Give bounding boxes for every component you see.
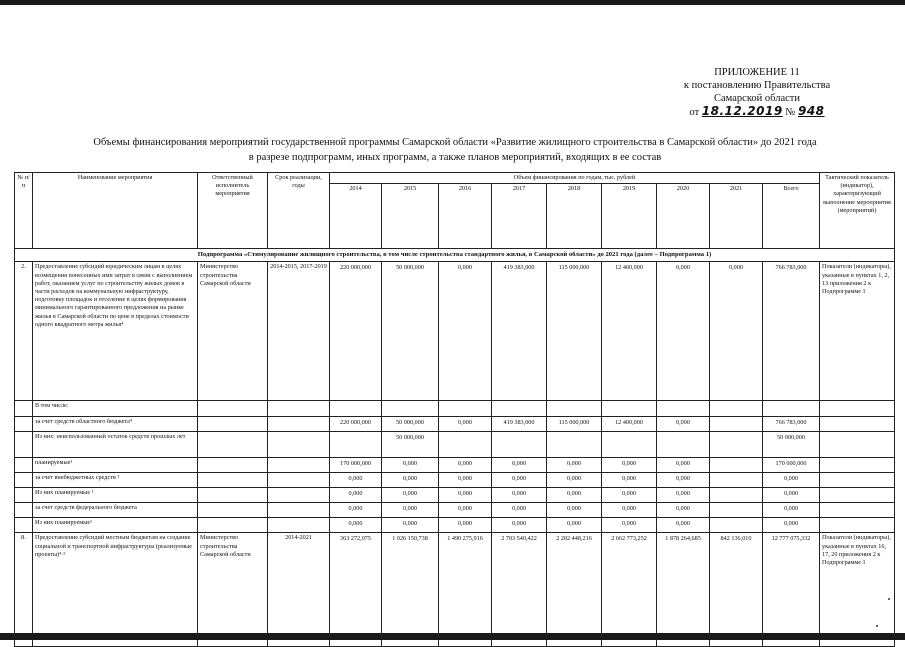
table-row: [15, 503, 895, 518]
year-2019: 2019: [602, 184, 657, 249]
header-row: [15, 173, 895, 184]
subprogram-row: [15, 249, 895, 262]
header-volume: Объем финансирования по годам, тыс. рублей: [330, 173, 820, 184]
value-cell: [710, 432, 763, 458]
value-cell: 0,000: [492, 473, 547, 488]
value-cell: 0,000: [330, 503, 382, 518]
value-cell: 50 000,000: [382, 432, 439, 458]
value-cell: 0,000: [602, 518, 657, 533]
value-cell: 0,000: [439, 503, 492, 518]
year-2020: 2020: [657, 184, 710, 249]
table-row: [15, 458, 895, 473]
value-cell: 0,000: [657, 503, 710, 518]
value-cell: 0,000: [382, 503, 439, 518]
header-period: Срок реализации, годы: [268, 173, 330, 249]
value-cell: 0,000: [763, 473, 820, 488]
breakdown-label: за счет внебюджетных средств ²: [33, 473, 198, 488]
value-cell: 0,000: [382, 458, 439, 473]
appendix-title: ПРИЛОЖЕНИЕ 11: [714, 67, 800, 78]
table-row: [15, 533, 895, 647]
row-num: 8.: [15, 533, 33, 647]
value-cell: 0,000: [763, 503, 820, 518]
table-row: [15, 262, 895, 401]
breakdown-label: Из них: неиспользованный остаток средств прошлых лет: [33, 432, 198, 458]
value-cell: 0,000: [492, 458, 547, 473]
value-cell: 0,000: [439, 417, 492, 432]
row-responsible: Министерство строительства Самарской области: [198, 262, 268, 401]
value-cell: 0,000: [547, 503, 602, 518]
year-2015: 2015: [382, 184, 439, 249]
value-cell: 220 000,000: [330, 262, 382, 401]
value-cell: [710, 503, 763, 518]
value-cell: 0,000: [763, 488, 820, 503]
value-cell: 0,000: [657, 458, 710, 473]
scan-edge-top: [0, 0, 905, 5]
value-cell: 0,000: [382, 473, 439, 488]
value-cell: 0,000: [602, 458, 657, 473]
value-cell: 115 000,000: [547, 417, 602, 432]
value-cell: 0,000: [439, 458, 492, 473]
value-cell: 842 136,010: [710, 533, 763, 647]
value-cell: 0,000: [547, 458, 602, 473]
value-cell: 766 783,000: [763, 417, 820, 432]
number-prefix: №: [785, 107, 796, 118]
value-cell: 0,000: [657, 417, 710, 432]
handwritten-date: 18.12.2019: [701, 104, 783, 118]
value-cell: 0,000: [602, 473, 657, 488]
value-cell: 170 000,000: [330, 458, 382, 473]
value-cell: 1 026 150,738: [382, 533, 439, 647]
table-row: [15, 518, 895, 533]
row-responsible: Министерство строительства Самарской области: [198, 533, 268, 647]
row-name: Предоставление субсидий местным бюджетам на создание социальной и транспортной инфраструктуры (реализуемые проекты)⁴·⁵: [33, 533, 198, 647]
value-cell: [330, 432, 382, 458]
value-cell: 0,000: [492, 488, 547, 503]
table-row: [15, 417, 895, 432]
row-period: 2014-2015, 2017-2019: [268, 262, 330, 401]
title-line-1: Объемы финансирования мероприятий государственной программы Самарской области «Развитие жилищного строительства в Самарской области» до 2021 года: [93, 137, 817, 148]
value-cell: 115 000,000: [547, 262, 602, 401]
value-cell: 0,000: [382, 518, 439, 533]
value-cell: 0,000: [657, 518, 710, 533]
value-cell: 766 783,000: [763, 262, 820, 401]
row-name: Предоставление субсидий юридическим лицам в целях возмещения понесенных ими затрат в связи с выполнением работ, оказанием услуг по строительству жилых домов в части расходов на коммунальную инфраструктуру, подготовку площадок и отселение в целях формирования минимального гарантированного предложения на рынке жилья в Самарской области по цене в пределах стоимости одного квадратного метра жилья⁴: [33, 262, 198, 401]
value-cell: [710, 473, 763, 488]
value-cell: 0,000: [547, 488, 602, 503]
value-cell: 0,000: [657, 473, 710, 488]
breakdown-label: за счет средств федерального бюджета: [33, 503, 198, 518]
value-cell: 0,000: [330, 473, 382, 488]
value-cell: 12 400,000: [602, 262, 657, 401]
table-row: [15, 473, 895, 488]
table-row: [15, 432, 895, 458]
value-cell: 1 490 275,916: [439, 533, 492, 647]
row-num: 2.: [15, 262, 33, 401]
financing-table: [14, 172, 895, 647]
value-cell: 0,000: [763, 518, 820, 533]
breakdown-label: В том числе:: [33, 401, 198, 417]
year-2018: 2018: [547, 184, 602, 249]
year-2017: 2017: [492, 184, 547, 249]
year-2014: 2014: [330, 184, 382, 249]
value-cell: [710, 488, 763, 503]
value-cell: 0,000: [439, 518, 492, 533]
year-2016: 2016: [439, 184, 492, 249]
appendix-region: Самарской области: [714, 93, 800, 104]
breakdown-label: Из них планируемые ¹: [33, 488, 198, 503]
appendix-date-line: [657, 105, 857, 119]
title-line-2: в разрезе подпрограмм, иных программ, а также планов мероприятий, входящих в ее состав: [248, 152, 662, 163]
value-cell: [602, 432, 657, 458]
value-cell: [710, 417, 763, 432]
row-period: 2014-2021: [268, 533, 330, 647]
value-cell: 0,000: [439, 473, 492, 488]
header-indicator: Тактический показатель (индикатор), характеризующий выполнение мероприятия (мероприятий): [820, 173, 895, 249]
value-cell: [710, 458, 763, 473]
scan-speck: [888, 598, 890, 600]
appendix-ref: к постановлению Правительства: [683, 80, 831, 91]
value-cell: 2 703 540,422: [492, 533, 547, 647]
header-responsible: Ответственный исполнитель мероприятия: [198, 173, 268, 249]
scan-speck: [876, 625, 878, 627]
value-cell: 419 383,000: [492, 262, 547, 401]
value-cell: 0,000: [710, 262, 763, 401]
value-cell: 2 662 773,252: [602, 533, 657, 647]
value-cell: 12 400,000: [602, 417, 657, 432]
value-cell: 0,000: [492, 503, 547, 518]
value-cell: 0,000: [439, 262, 492, 401]
value-cell: 0,000: [657, 488, 710, 503]
value-cell: 220 000,000: [330, 417, 382, 432]
value-cell: 0,000: [602, 503, 657, 518]
handwritten-number: 948: [797, 104, 825, 118]
breakdown-label: планируемые¹: [33, 458, 198, 473]
value-cell: 0,000: [547, 518, 602, 533]
breakdown-label: за счет средств областного бюджета⁴: [33, 417, 198, 432]
breakdown-label: Из них планируемые¹: [33, 518, 198, 533]
year-total: Всего: [763, 184, 820, 249]
value-cell: 0,000: [547, 473, 602, 488]
value-cell: 0,000: [657, 262, 710, 401]
document-title: [60, 135, 850, 165]
value-cell: 170 000,000: [763, 458, 820, 473]
value-cell: 1 878 264,685: [657, 533, 710, 647]
value-cell: [547, 432, 602, 458]
scan-edge-bottom: [0, 633, 905, 640]
header-num: № п/п: [15, 173, 33, 249]
appendix-block: [657, 66, 857, 119]
value-cell: [492, 432, 547, 458]
value-cell: [657, 432, 710, 458]
table-row: [15, 401, 895, 417]
value-cell: 0,000: [602, 488, 657, 503]
subprogram-title: Подпрограмма «Стимулирование жилищного строительства, в том числе строительства стандартного жилья, в Самарской области» до 2021 года (далее – Подпрограмма 1): [15, 249, 895, 262]
table-row: [15, 488, 895, 503]
value-cell: [439, 432, 492, 458]
value-cell: 0,000: [382, 488, 439, 503]
date-prefix: от: [689, 107, 700, 118]
value-cell: [710, 518, 763, 533]
value-cell: 363 272,075: [330, 533, 382, 647]
row-indicator: Показатели (индикаторы), указанные в пунктах 1, 2, 13 приложения 2 к Подпрограмме 1: [820, 262, 895, 401]
year-2021: 2021: [710, 184, 763, 249]
row-indicator: Показатели (индикаторы), указанные в пунктах 16, 17, 20 приложения 2 к Подпрограмме 1: [820, 533, 895, 647]
value-cell: 0,000: [439, 488, 492, 503]
value-cell: 419 383,000: [492, 417, 547, 432]
value-cell: 12 777 075,332: [763, 533, 820, 647]
value-cell: 0,000: [330, 488, 382, 503]
header-name: Наименование мероприятия: [33, 173, 198, 249]
value-cell: 50 000,000: [382, 417, 439, 432]
value-cell: 50 000,000: [382, 262, 439, 401]
value-cell: 0,000: [330, 518, 382, 533]
value-cell: 2 202 448,216: [547, 533, 602, 647]
value-cell: 0,000: [492, 518, 547, 533]
value-cell: 50 000,000: [763, 432, 820, 458]
